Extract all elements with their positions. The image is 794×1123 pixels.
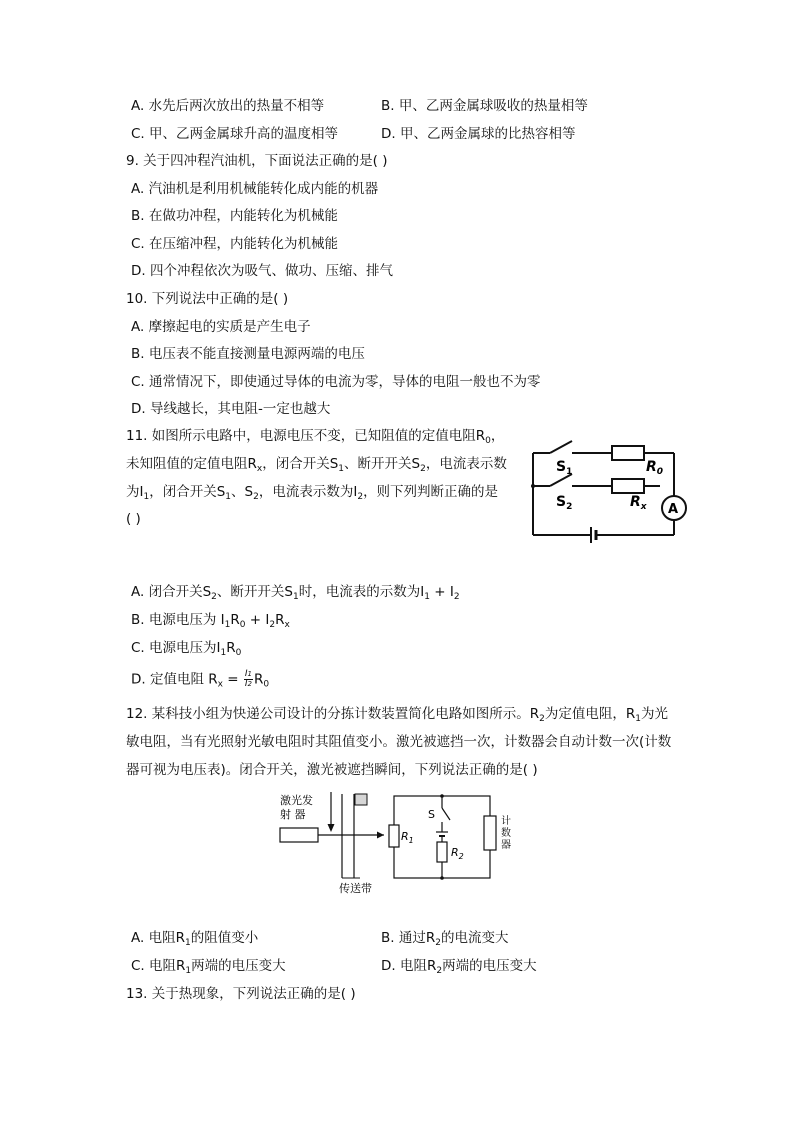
q8-option-b: B. 甲、乙两金属球吸收的热量相等 <box>381 98 588 114</box>
q12-option-d: D. 电阻$R_2$两端的电压变大 <box>381 958 537 976</box>
q8-option-a: A. 水先后两次放出的热量不相等 <box>131 98 325 114</box>
q12-sorting-counter-diagram <box>276 788 516 900</box>
q12-fig-r1 <box>389 825 399 847</box>
q11-stem-line4: ( ) <box>126 511 141 527</box>
q9-option-c: C. 在压缩冲程，内能转化为机械能 <box>131 236 339 252</box>
q12-fig-counter-char-3: 器 <box>501 840 511 851</box>
q9-stem: 9. 关于四冲程汽油机，下面说法正确的是( ) <box>126 153 388 169</box>
q12-fig-laser-emitter <box>280 828 318 842</box>
q11-stem-line1: 11. 如图所示电路中，电源电压不变，已知阻值的定值电阻$R_0$， <box>126 428 505 446</box>
q8-option-c: C. 甲、乙两金属球升高的温度相等 <box>131 126 339 142</box>
q12-stem-line1: 12. 某科技小组为快递公司设计的分拣计数装置简化电路如图所示。$R_2$为定值电阻，$R_1$为光 <box>126 706 668 724</box>
q13-stem: 13. 关于热现象，下列说法正确的是( ) <box>126 986 356 1002</box>
q12-fig-laser-label-2: 射 器 <box>280 808 306 821</box>
q11-option-d: D. 定值电阻 $R_x$ = $\frac{I1}{I2}$ $R_0$ <box>131 669 270 690</box>
q12-stem-line3: 器可视为电压表)。闭合开关，激光被遮挡瞬间，下列说法正确的是( ) <box>126 762 538 778</box>
q11-fraction: $\frac{I1}{I2}$ <box>244 669 253 689</box>
q12-fig-r2 <box>437 842 447 862</box>
q12-fig-label-r2: $R_2$ <box>451 846 464 861</box>
q10-stem: 10. 下列说法中正确的是( ) <box>126 291 289 307</box>
q12-fig-counter-char-1: 计 <box>501 816 511 827</box>
q11-fig-label-s2: $S_2$ <box>556 494 573 512</box>
q11-fig-label-ammeter: A <box>668 502 679 517</box>
q9-option-b: B. 在做功冲程，内能转化为机械能 <box>131 208 338 224</box>
q12-fig-package <box>355 794 367 805</box>
q9-option-a: A. 汽油机是利用机械能转化成内能的机器 <box>131 181 379 197</box>
q9-option-d: D. 四个冲程依次为吸气、做功、压缩、排气 <box>131 263 393 279</box>
q10-option-c: C. 通常情况下，即使通过导体的电流为零，导体的电阻一般也不为零 <box>131 374 541 390</box>
q10-option-a: A. 摩擦起电的实质是产生电子 <box>131 319 311 335</box>
q12-fig-label-switch: S <box>428 808 435 821</box>
q12-option-a: A. 电阻$R_1$的阻值变小 <box>131 930 259 948</box>
q12-fig-counter <box>484 816 496 850</box>
q12-fig-belt-label: 传送带 <box>339 882 372 895</box>
q10-option-d: D. 导线越长，其电阻-一定也越大 <box>131 401 331 417</box>
q12-fig-label-r1: $R_1$ <box>401 830 414 845</box>
q11-option-b: B. 电源电压为 $I_1R_0 + I_2R_x$ <box>131 612 290 630</box>
q11-fig-label-s1: $S_1$ <box>556 459 573 477</box>
q11-stem-line3: 为$I_1$，闭合开关$S_1$、$S_2$，电流表示数为$I_2$，则下列判断正确的是 <box>126 484 499 502</box>
q10-option-b: B. 电压表不能直接测量电源两端的电压 <box>131 346 365 362</box>
q12-option-b: B. 通过$R_2$的电流变大 <box>381 930 509 948</box>
q11-stem-line2: 未知阻值的定值电阻$R_x$，闭合开关$S_1$、断开开关$S_2$，电流表示数 <box>126 456 507 474</box>
q11-fig-label-rx: $R_x$ <box>630 494 647 512</box>
q11-circuit-diagram <box>528 434 694 546</box>
q11-option-a: A. 闭合开关$S_2$、断开开关$S_1$时，电流表的示数为$I_1 + I_2$ <box>131 584 460 602</box>
q8-option-d: D. 甲、乙两金属球的比热容相等 <box>381 126 576 142</box>
q11-fig-label-r0: $R_0$ <box>646 459 664 477</box>
q12-stem-line2: 敏电阻，当有光照射光敏电阻时其阻值变小。激光被遮挡一次，计数器会自动计数一次(计数 <box>126 734 672 750</box>
q12-option-c: C. 电阻$R_1$两端的电压变大 <box>131 958 286 976</box>
q11-option-c: C. 电源电压为$I_1R_0$ <box>131 640 242 658</box>
q12-fig-laser-label-1: 激光发 <box>280 794 313 807</box>
q12-fig-counter-char-2: 数 <box>501 828 511 839</box>
